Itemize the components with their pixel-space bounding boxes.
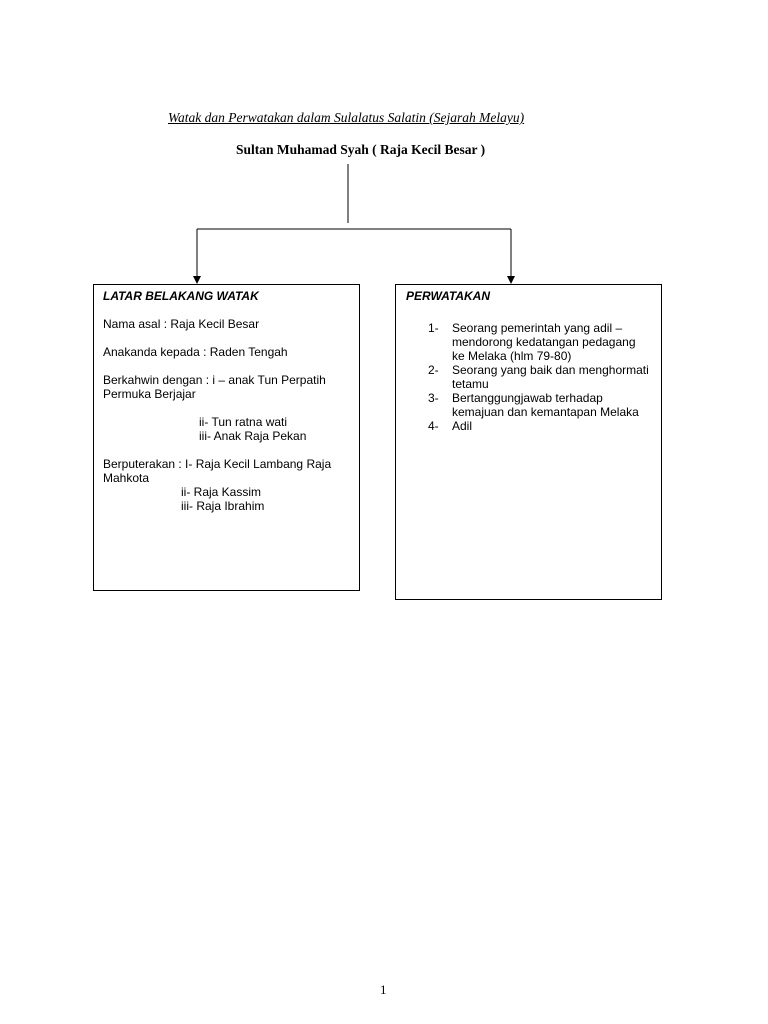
character-name: Sultan Muhamad Syah ( Raja Kecil Besar ) (236, 142, 486, 157)
marriage-info: Berkahwin dengan : i – anak Tun Perpatih Permuka Berjajar (103, 373, 326, 401)
children-item-2: ii- Raja Kassim (181, 485, 262, 499)
list-item-text: Bertanggungjawab terhadap kemajuan dan kemantapan Melaka (452, 391, 639, 419)
children-info: Berputerakan : I- Raja Kecil Lambang Raja Mahkota (103, 457, 332, 485)
background-box (93, 284, 360, 591)
list-item-number: 3- (428, 391, 439, 405)
arrow-down-left-icon (193, 276, 201, 284)
marriage-item-2: ii- Tun ratna wati (199, 415, 288, 429)
document-title: Watak dan Perwatakan dalam Sulalatus Salatin (Sejarah Melayu) (168, 110, 525, 125)
marriage-item-3: iii- Anak Raja Pekan (199, 429, 307, 443)
list-item-number: 2- (428, 363, 439, 377)
characterization-list (406, 321, 651, 433)
list-item (428, 363, 651, 391)
list-item (428, 419, 651, 433)
children-item-3: iii- Raja Ibrahim (181, 499, 265, 513)
list-item (428, 391, 651, 419)
list-item-text: Adil (452, 419, 473, 433)
list-item (428, 321, 651, 363)
arrow-down-right-icon (507, 276, 515, 284)
list-item-number: 1- (428, 321, 439, 335)
list-item-number: 4- (428, 419, 439, 433)
original-name: Nama asal : Raja Kecil Besar (103, 317, 260, 331)
connector-lines (0, 0, 768, 300)
parent-info: Anakanda kepada : Raden Tengah (103, 345, 288, 359)
list-item-text: Seorang pemerintah yang adil – mendorong kedatangan pedagang ke Melaka (hlm 79-80) (452, 321, 636, 363)
page-number: 1 (380, 982, 387, 997)
characterization-box (395, 284, 662, 600)
list-item-text: Seorang yang baik dan menghormati tetamu (452, 363, 649, 391)
background-heading: LATAR BELAKANG WATAK (103, 289, 259, 303)
characterization-heading: PERWATAKAN (406, 289, 490, 303)
